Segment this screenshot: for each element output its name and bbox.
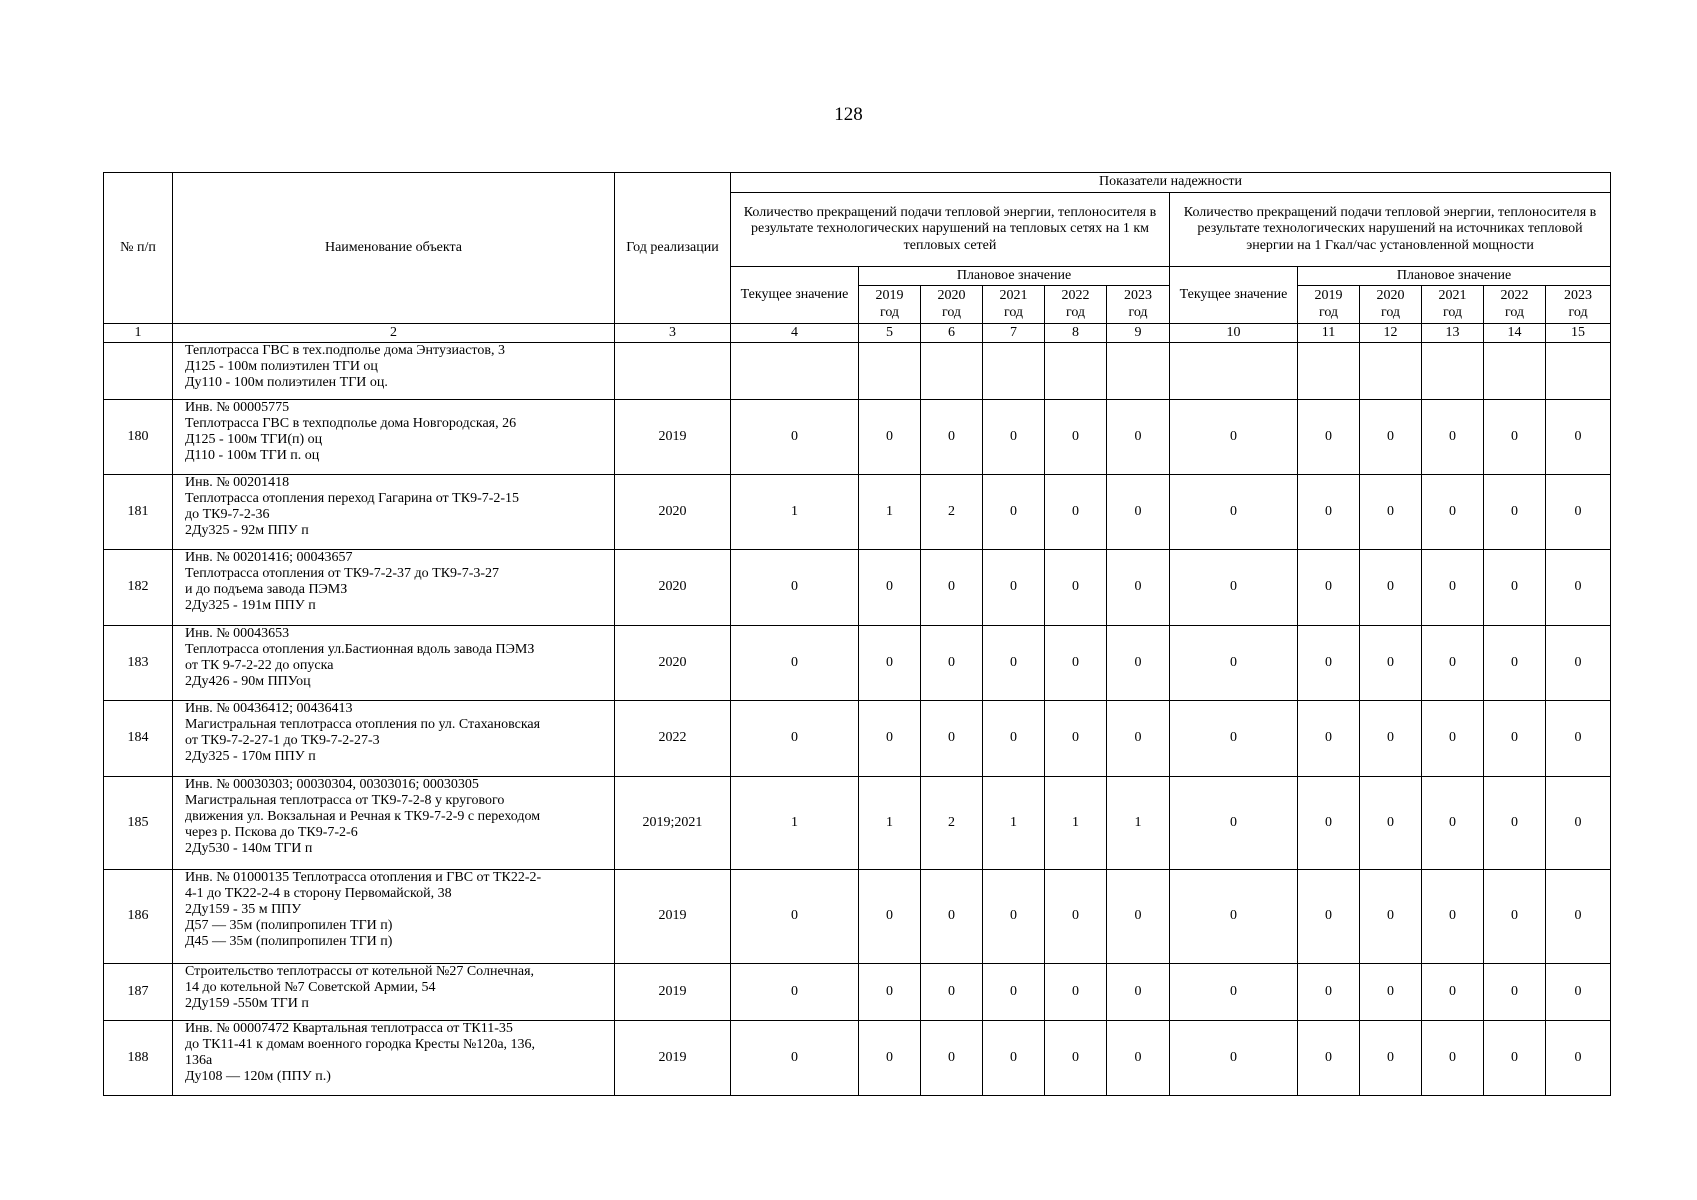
indicator-value: 0 bbox=[1107, 701, 1170, 777]
implementation-year: 2019 bbox=[615, 964, 731, 1021]
indicator-value bbox=[921, 343, 983, 400]
column-number: 9 bbox=[1107, 324, 1170, 343]
indicator-value: 0 bbox=[859, 550, 921, 626]
indicator-value: 0 bbox=[983, 870, 1045, 964]
row-number: 186 bbox=[104, 870, 173, 964]
object-name-line: Строительство теплотрассы от котельной №27 Солнечная, bbox=[185, 964, 535, 979]
indicator-value: 0 bbox=[1045, 475, 1107, 550]
header-year-suffix: год bbox=[1065, 304, 1086, 320]
row-number: 188 bbox=[104, 1021, 173, 1096]
indicator-value: 0 bbox=[1484, 777, 1546, 870]
indicator-value: 0 bbox=[1422, 964, 1484, 1021]
indicator-value: 0 bbox=[859, 870, 921, 964]
indicator-value: 0 bbox=[1107, 550, 1170, 626]
table-row bbox=[104, 400, 1611, 475]
object-name-line: Инв. № 00030303; 00030304, 00303016; 00030305 bbox=[185, 777, 479, 792]
implementation-year: 2019 bbox=[615, 400, 731, 475]
indicator-value: 0 bbox=[1170, 964, 1298, 1021]
header-current-value-1: Текущее значение bbox=[731, 267, 859, 324]
page-number: 128 bbox=[834, 104, 863, 125]
indicator-value: 0 bbox=[1422, 777, 1484, 870]
object-name-line: через р. Пскова до ТК9-7-2-6 bbox=[185, 825, 358, 841]
header-year-cell bbox=[1360, 286, 1422, 324]
indicator-value: 0 bbox=[1045, 1021, 1107, 1096]
indicator-value: 0 bbox=[1107, 870, 1170, 964]
object-name-line: 2Ду159 -550м ТГИ п bbox=[185, 996, 309, 1012]
header-year-cell bbox=[1546, 286, 1611, 324]
indicator-value: 0 bbox=[1360, 964, 1422, 1021]
header-year-suffix: год bbox=[1128, 304, 1148, 320]
object-name-line: 2Ду325 - 191м ППУ п bbox=[185, 598, 316, 614]
object-name-line: Теплотрасса отопления от ТК9-7-2-37 до ТК9-7-3-27 bbox=[185, 566, 500, 582]
object-name-line: Теплотрасса ГВС в тех.подполье дома Энтузиастов, 3 bbox=[185, 343, 505, 358]
header-year-value: 2022 bbox=[1061, 288, 1090, 304]
row-number: 183 bbox=[104, 626, 173, 701]
header-year-value: 2020 bbox=[937, 288, 966, 304]
indicator-value: 0 bbox=[1045, 400, 1107, 475]
indicator-value: 0 bbox=[1298, 964, 1360, 1021]
object-name-line: Инв. № 00201418 bbox=[185, 475, 290, 490]
indicator-value: 0 bbox=[1298, 475, 1360, 550]
indicator-value bbox=[859, 343, 921, 400]
object-name-line: Инв. № 01000135 Теплотрасса отопления и ГВС от ТК22-2- bbox=[185, 870, 542, 885]
object-name bbox=[173, 550, 615, 626]
table-header bbox=[104, 173, 1611, 343]
indicator-value: 0 bbox=[1360, 701, 1422, 777]
object-name-line: Инв. № 00005775 bbox=[185, 400, 290, 415]
indicator-value: 0 bbox=[1170, 400, 1298, 475]
header-year-value: 2023 bbox=[1564, 288, 1593, 304]
object-name-line: движения ул. Вокзальная и Речная к ТК9-7-2-9 с переходом bbox=[185, 809, 541, 825]
indicator-value: 0 bbox=[1422, 475, 1484, 550]
table-row bbox=[104, 701, 1611, 777]
object-name-line: Инв. № 00007472 Квартальная теплотрасса от ТК11-35 bbox=[185, 1021, 513, 1036]
indicator-value bbox=[1045, 343, 1107, 400]
indicator-value: 0 bbox=[1045, 626, 1107, 701]
column-number: 3 bbox=[615, 324, 731, 343]
column-number: 13 bbox=[1422, 324, 1484, 343]
indicator-value: 0 bbox=[1298, 626, 1360, 701]
table-body bbox=[104, 343, 1611, 1096]
row-number: 181 bbox=[104, 475, 173, 550]
header-planned-value-2: Плановое значение bbox=[1298, 267, 1611, 286]
table-row bbox=[104, 870, 1611, 964]
object-name-line: 2Ду159 - 35 м ППУ bbox=[185, 902, 302, 918]
object-name-line: от ТК 9-7-2-22 до опуска bbox=[185, 658, 334, 674]
indicator-value: 0 bbox=[1360, 550, 1422, 626]
header-year-suffix: год bbox=[1003, 304, 1024, 320]
object-name-line: Ду110 - 100м полиэтилен ТГИ оц. bbox=[185, 375, 388, 391]
header-year-cell bbox=[921, 286, 983, 324]
indicator-value: 0 bbox=[983, 550, 1045, 626]
object-name-line: 2Ду530 - 140м ТГИ п bbox=[185, 841, 313, 857]
header-reliability-indicators: Показатели надежности bbox=[731, 173, 1611, 193]
object-name-line: до ТК11-41 к домам военного городка Кресты №120а, 136, bbox=[185, 1037, 536, 1053]
table-row bbox=[104, 777, 1611, 870]
column-number: 5 bbox=[859, 324, 921, 343]
object-name-line: Д57 — 35м (полипропилен ТГИ п) bbox=[185, 918, 393, 934]
column-number: 1 bbox=[104, 324, 173, 343]
indicator-value: 0 bbox=[1170, 1021, 1298, 1096]
header-year-suffix: год bbox=[1380, 304, 1401, 320]
indicator-value: 0 bbox=[731, 870, 859, 964]
indicator-value: 0 bbox=[1298, 400, 1360, 475]
indicator-value: 0 bbox=[1298, 550, 1360, 626]
indicator-value: 1 bbox=[859, 777, 921, 870]
indicator-value: 0 bbox=[1045, 870, 1107, 964]
row-number bbox=[104, 343, 173, 400]
table-row bbox=[104, 475, 1611, 550]
indicator-value: 0 bbox=[983, 1021, 1045, 1096]
row-number: 180 bbox=[104, 400, 173, 475]
header-group-sources: Количество прекращений подачи тепловой энергии, теплоносителя в результате технологических нарушений на источниках тепловой энергии на 1 Гкал/час установленной мощности bbox=[1170, 193, 1611, 267]
indicator-value: 0 bbox=[1107, 626, 1170, 701]
indicator-value: 0 bbox=[1170, 550, 1298, 626]
column-number: 14 bbox=[1484, 324, 1546, 343]
indicator-value: 0 bbox=[921, 550, 983, 626]
indicator-value: 0 bbox=[1484, 550, 1546, 626]
object-name-line: Теплотрасса отопления переход Гагарина от ТК9-7-2-15 bbox=[185, 491, 520, 507]
indicator-value: 0 bbox=[731, 701, 859, 777]
header-year-cell bbox=[1045, 286, 1107, 324]
table-row bbox=[104, 343, 1611, 400]
indicator-value: 0 bbox=[1170, 626, 1298, 701]
indicator-value: 0 bbox=[1107, 1021, 1170, 1096]
indicator-value: 0 bbox=[921, 964, 983, 1021]
header-year-value: 2019 bbox=[1314, 288, 1343, 304]
indicator-value: 0 bbox=[1298, 870, 1360, 964]
indicator-value: 0 bbox=[983, 964, 1045, 1021]
indicator-value: 0 bbox=[1484, 626, 1546, 701]
indicator-value: 0 bbox=[1360, 400, 1422, 475]
indicator-value: 0 bbox=[983, 701, 1045, 777]
object-name-line: Магистральная теплотрасса от ТК9-7-2-8 у кругового bbox=[185, 793, 505, 809]
object-name-line: 2Ду325 - 170м ППУ п bbox=[185, 749, 316, 765]
implementation-year: 2020 bbox=[615, 475, 731, 550]
object-name-line: 14 до котельной №7 Советской Армии, 54 bbox=[185, 980, 436, 996]
indicator-value bbox=[1546, 343, 1611, 400]
row-number: 185 bbox=[104, 777, 173, 870]
object-name-line: Теплотрасса отопления ул.Бастионная вдоль завода ПЭМЗ bbox=[185, 642, 535, 658]
implementation-year bbox=[615, 343, 731, 400]
row-number: 184 bbox=[104, 701, 173, 777]
indicator-value: 0 bbox=[1484, 475, 1546, 550]
indicator-value: 1 bbox=[859, 475, 921, 550]
object-name-line: от ТК9-7-2-27-1 до ТК9-7-2-27-3 bbox=[185, 733, 380, 749]
header-year-suffix: год bbox=[941, 304, 962, 320]
indicator-value bbox=[1298, 343, 1360, 400]
indicator-value bbox=[731, 343, 859, 400]
indicator-value: 0 bbox=[1422, 870, 1484, 964]
header-name: Наименование объекта bbox=[173, 173, 615, 324]
object-name-line: Магистральная теплотрасса отопления по ул. Стахановская bbox=[185, 717, 541, 733]
indicator-value: 0 bbox=[1170, 870, 1298, 964]
implementation-year: 2019 bbox=[615, 870, 731, 964]
object-name-line: Д125 - 100м ТГИ(п) оц bbox=[185, 432, 323, 448]
indicator-value: 0 bbox=[1360, 870, 1422, 964]
indicator-value: 0 bbox=[1107, 964, 1170, 1021]
header-year-value: 2021 bbox=[999, 288, 1028, 304]
indicator-value: 0 bbox=[1045, 964, 1107, 1021]
indicator-value: 0 bbox=[1107, 475, 1170, 550]
column-number: 12 bbox=[1360, 324, 1422, 343]
implementation-year: 2020 bbox=[615, 550, 731, 626]
column-number: 4 bbox=[731, 324, 859, 343]
implementation-year: 2019;2021 bbox=[615, 777, 731, 870]
header-year-suffix: год bbox=[1318, 304, 1339, 320]
header-year-cell bbox=[1484, 286, 1546, 324]
object-name-line: Д45 — 35м (полипропилен ТГИ п) bbox=[185, 934, 393, 950]
indicator-value: 0 bbox=[921, 1021, 983, 1096]
indicator-value: 0 bbox=[1484, 870, 1546, 964]
indicator-value: 1 bbox=[731, 777, 859, 870]
indicator-value: 0 bbox=[859, 626, 921, 701]
indicator-value: 0 bbox=[1546, 626, 1611, 701]
indicator-value: 0 bbox=[1107, 400, 1170, 475]
object-name bbox=[173, 964, 615, 1021]
header-year-suffix: год bbox=[879, 304, 900, 320]
indicator-value: 1 bbox=[731, 475, 859, 550]
indicator-value: 0 bbox=[1170, 475, 1298, 550]
object-name-line: 136а bbox=[185, 1053, 213, 1069]
indicator-value: 0 bbox=[1484, 964, 1546, 1021]
header-year: Год реализации bbox=[615, 173, 731, 324]
indicator-value: 0 bbox=[1546, 964, 1611, 1021]
indicator-value: 2 bbox=[921, 777, 983, 870]
indicator-value: 0 bbox=[983, 400, 1045, 475]
object-name-line: Инв. № 00436412; 00436413 bbox=[185, 701, 353, 716]
indicator-value: 1 bbox=[983, 777, 1045, 870]
indicator-value: 0 bbox=[731, 626, 859, 701]
object-name-line: 2Ду426 - 90м ППУоц bbox=[185, 674, 311, 690]
header-group-networks: Количество прекращений подачи тепловой энергии, теплоносителя в результате технологических нарушений на тепловых сетях на 1 км тепловых сетей bbox=[731, 193, 1170, 267]
indicator-value: 0 bbox=[1546, 475, 1611, 550]
indicator-value: 0 bbox=[1546, 1021, 1611, 1096]
header-year-cell bbox=[859, 286, 921, 324]
indicator-value: 0 bbox=[1170, 701, 1298, 777]
header-year-cell bbox=[983, 286, 1045, 324]
indicator-value: 0 bbox=[983, 626, 1045, 701]
header-year-cell bbox=[1422, 286, 1484, 324]
column-number: 6 bbox=[921, 324, 983, 343]
object-name-line: Д125 - 100м полиэтилен ТГИ оц bbox=[185, 359, 378, 375]
implementation-year: 2019 bbox=[615, 1021, 731, 1096]
indicator-value: 0 bbox=[1045, 701, 1107, 777]
indicator-value bbox=[1484, 343, 1546, 400]
indicator-value: 0 bbox=[1546, 701, 1611, 777]
indicator-value: 0 bbox=[1045, 550, 1107, 626]
object-name bbox=[173, 701, 615, 777]
indicator-value bbox=[983, 343, 1045, 400]
header-planned-value-1: Плановое значение bbox=[859, 267, 1170, 286]
object-name-line: Инв. № 00043653 bbox=[185, 626, 290, 641]
indicator-value: 0 bbox=[921, 701, 983, 777]
indicator-value: 0 bbox=[731, 550, 859, 626]
indicator-value: 1 bbox=[1045, 777, 1107, 870]
object-name-line: Теплотрасса ГВС в техподполье дома Новгородская, 26 bbox=[185, 416, 517, 432]
header-current-value-2: Текущее значение bbox=[1170, 267, 1298, 324]
table-row bbox=[104, 626, 1611, 701]
object-name bbox=[173, 400, 615, 475]
indicator-value: 0 bbox=[1422, 550, 1484, 626]
object-name bbox=[173, 777, 615, 870]
indicator-value: 0 bbox=[1360, 475, 1422, 550]
indicator-value: 0 bbox=[859, 400, 921, 475]
column-number: 15 bbox=[1546, 324, 1611, 343]
header-year-cell bbox=[1298, 286, 1360, 324]
header-year-value: 2019 bbox=[875, 288, 904, 304]
indicator-value: 0 bbox=[983, 475, 1045, 550]
object-name-line: Ду108 — 120м (ППУ п.) bbox=[185, 1069, 331, 1085]
indicator-value: 0 bbox=[731, 1021, 859, 1096]
indicator-value: 0 bbox=[1422, 701, 1484, 777]
indicator-value: 0 bbox=[921, 870, 983, 964]
indicator-value: 0 bbox=[859, 964, 921, 1021]
header-year-cell bbox=[1107, 286, 1170, 324]
indicator-value: 0 bbox=[731, 400, 859, 475]
indicator-value: 0 bbox=[1298, 701, 1360, 777]
implementation-year: 2020 bbox=[615, 626, 731, 701]
object-name bbox=[173, 343, 615, 400]
indicator-value: 0 bbox=[921, 400, 983, 475]
table-row bbox=[104, 550, 1611, 626]
object-name bbox=[173, 870, 615, 964]
indicator-value: 0 bbox=[1546, 550, 1611, 626]
header-year-suffix: год bbox=[1504, 304, 1525, 320]
indicator-value: 0 bbox=[1298, 777, 1360, 870]
indicator-value bbox=[1360, 343, 1422, 400]
row-number: 187 bbox=[104, 964, 173, 1021]
indicator-value: 0 bbox=[859, 1021, 921, 1096]
object-name bbox=[173, 626, 615, 701]
indicator-value: 0 bbox=[1422, 626, 1484, 701]
table-row bbox=[104, 964, 1611, 1021]
object-name-line: 2Ду325 - 92м ППУ п bbox=[185, 523, 309, 539]
header-year-value: 2021 bbox=[1438, 288, 1467, 304]
indicator-value: 0 bbox=[1298, 1021, 1360, 1096]
column-number: 8 bbox=[1045, 324, 1107, 343]
indicator-value: 0 bbox=[1484, 400, 1546, 475]
row-number: 182 bbox=[104, 550, 173, 626]
column-number: 11 bbox=[1298, 324, 1360, 343]
indicator-value: 0 bbox=[1422, 1021, 1484, 1096]
indicator-value: 2 bbox=[921, 475, 983, 550]
table-row bbox=[104, 1021, 1611, 1096]
column-number: 7 bbox=[983, 324, 1045, 343]
object-name-line: 4-1 до ТК22-2-4 в сторону Первомайской, 38 bbox=[185, 886, 452, 902]
object-name-line: Д110 - 100м ТГИ п. оц bbox=[185, 448, 320, 464]
indicator-value: 0 bbox=[1546, 400, 1611, 475]
column-numbers-row bbox=[104, 324, 1611, 343]
indicator-value: 0 bbox=[1546, 777, 1611, 870]
indicator-value: 0 bbox=[1422, 400, 1484, 475]
indicator-value bbox=[1170, 343, 1298, 400]
column-number: 10 bbox=[1170, 324, 1298, 343]
header-year-value: 2020 bbox=[1376, 288, 1405, 304]
object-name-line: и до подъема завода ПЭМЗ bbox=[185, 582, 348, 598]
indicator-value: 0 bbox=[1546, 870, 1611, 964]
indicator-value bbox=[1422, 343, 1484, 400]
indicator-value bbox=[1107, 343, 1170, 400]
indicator-value: 0 bbox=[1360, 777, 1422, 870]
indicator-value: 0 bbox=[1360, 1021, 1422, 1096]
object-name bbox=[173, 475, 615, 550]
header-year-value: 2022 bbox=[1500, 288, 1529, 304]
header-year-suffix: год bbox=[1568, 304, 1588, 320]
column-number: 2 bbox=[173, 324, 615, 343]
indicator-value: 0 bbox=[1170, 777, 1298, 870]
indicator-value: 0 bbox=[1484, 701, 1546, 777]
indicator-value: 0 bbox=[859, 701, 921, 777]
reliability-table bbox=[103, 172, 1611, 1096]
indicator-value: 0 bbox=[921, 626, 983, 701]
object-name-line: до ТК9-7-2-36 bbox=[185, 507, 270, 523]
object-name bbox=[173, 1021, 615, 1096]
indicator-value: 1 bbox=[1107, 777, 1170, 870]
indicator-value: 0 bbox=[1484, 1021, 1546, 1096]
implementation-year: 2022 bbox=[615, 701, 731, 777]
header-year-value: 2023 bbox=[1124, 288, 1152, 304]
object-name-line: Инв. № 00201416; 00043657 bbox=[185, 550, 353, 565]
indicator-value: 0 bbox=[731, 964, 859, 1021]
header-num: № п/п bbox=[104, 173, 173, 324]
indicator-value: 0 bbox=[1360, 626, 1422, 701]
header-year-suffix: год bbox=[1442, 304, 1463, 320]
